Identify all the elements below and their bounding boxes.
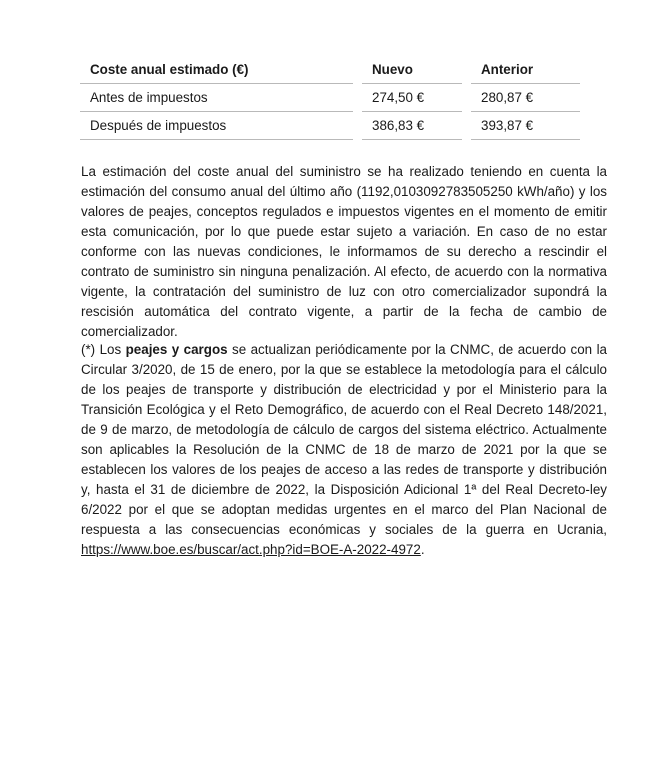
row-label: Después de impuestos: [80, 112, 353, 140]
tolls-and-charges-term: peajes y cargos: [125, 342, 228, 357]
row-new-value: 386,83 €: [362, 112, 462, 140]
footnote-prefix: (*) Los: [81, 342, 126, 357]
annual-cost-table: [80, 56, 580, 140]
row-previous-value: 280,87 €: [471, 84, 580, 112]
boe-link[interactable]: https://www.boe.es/buscar/act.php?id=BOE-A-2022-4972: [81, 542, 421, 557]
tolls-and-charges-paragraph: [81, 340, 607, 560]
row-previous-value: 393,87 €: [471, 112, 580, 140]
table-row: [80, 84, 580, 112]
table-row: [80, 112, 580, 140]
cost-estimation-paragraph: La estimación del coste anual del suministro se ha realizado teniendo en cuenta la estimación del consumo anual del último año (1192,0103092783505250 kWh/año) y los valores de peajes, conceptos regulados e impuestos vigentes en el momento de emitir esta comunicación, por lo que puede estar sujeto a variación. En caso de no estar conforme con las nuevas condiciones, le informamos de su derecho a rescindir el contrato de suministro sin ninguna penalización. Al efecto, de acuerdo con la normativa vigente, la contratación del suministro de luz con otro comercializador supondrá la rescisión automática del contrato vigente, a partir de la fecha de cambio de comercializador.: [81, 164, 607, 339]
header-previous: Anterior: [471, 56, 580, 84]
table-header-row: [80, 56, 580, 84]
footnote-body: se actualizan periódicamente por la CNMC, de acuerdo con la Circular 3/2020, de 15 de enero, por la que se establece la metodología para el cálculo de los peajes de transporte y distribución de electricidad y por el Ministerio para la Transición Ecológica y el Reto Demográfico, de acuerdo con el Real Decreto 148/2021, de 9 de marzo, de metodología de cálculo de cargos del sistema eléctrico. Actualmente son aplicables la Resolución de la CNMC de 18 de marzo de 2021 por la que se establecen los valores de los peajes de acceso a las redes de transporte y distribución y, hasta el 31 de diciembre de 2022, la Disposición Adicional 1ª del Real Decreto-ley 6/2022 por el que se adoptan medidas urgentes en el marco del Plan Nacional de respuesta a las consecuencias económicas y sociales de la guerra en Ucrania,: [81, 342, 607, 537]
header-new: Nuevo: [362, 56, 462, 84]
header-cost-label: Coste anual estimado (€): [80, 56, 353, 84]
row-new-value: 274,50 €: [362, 84, 462, 112]
row-label: Antes de impuestos: [80, 84, 353, 112]
footnote-suffix: .: [420, 542, 425, 557]
